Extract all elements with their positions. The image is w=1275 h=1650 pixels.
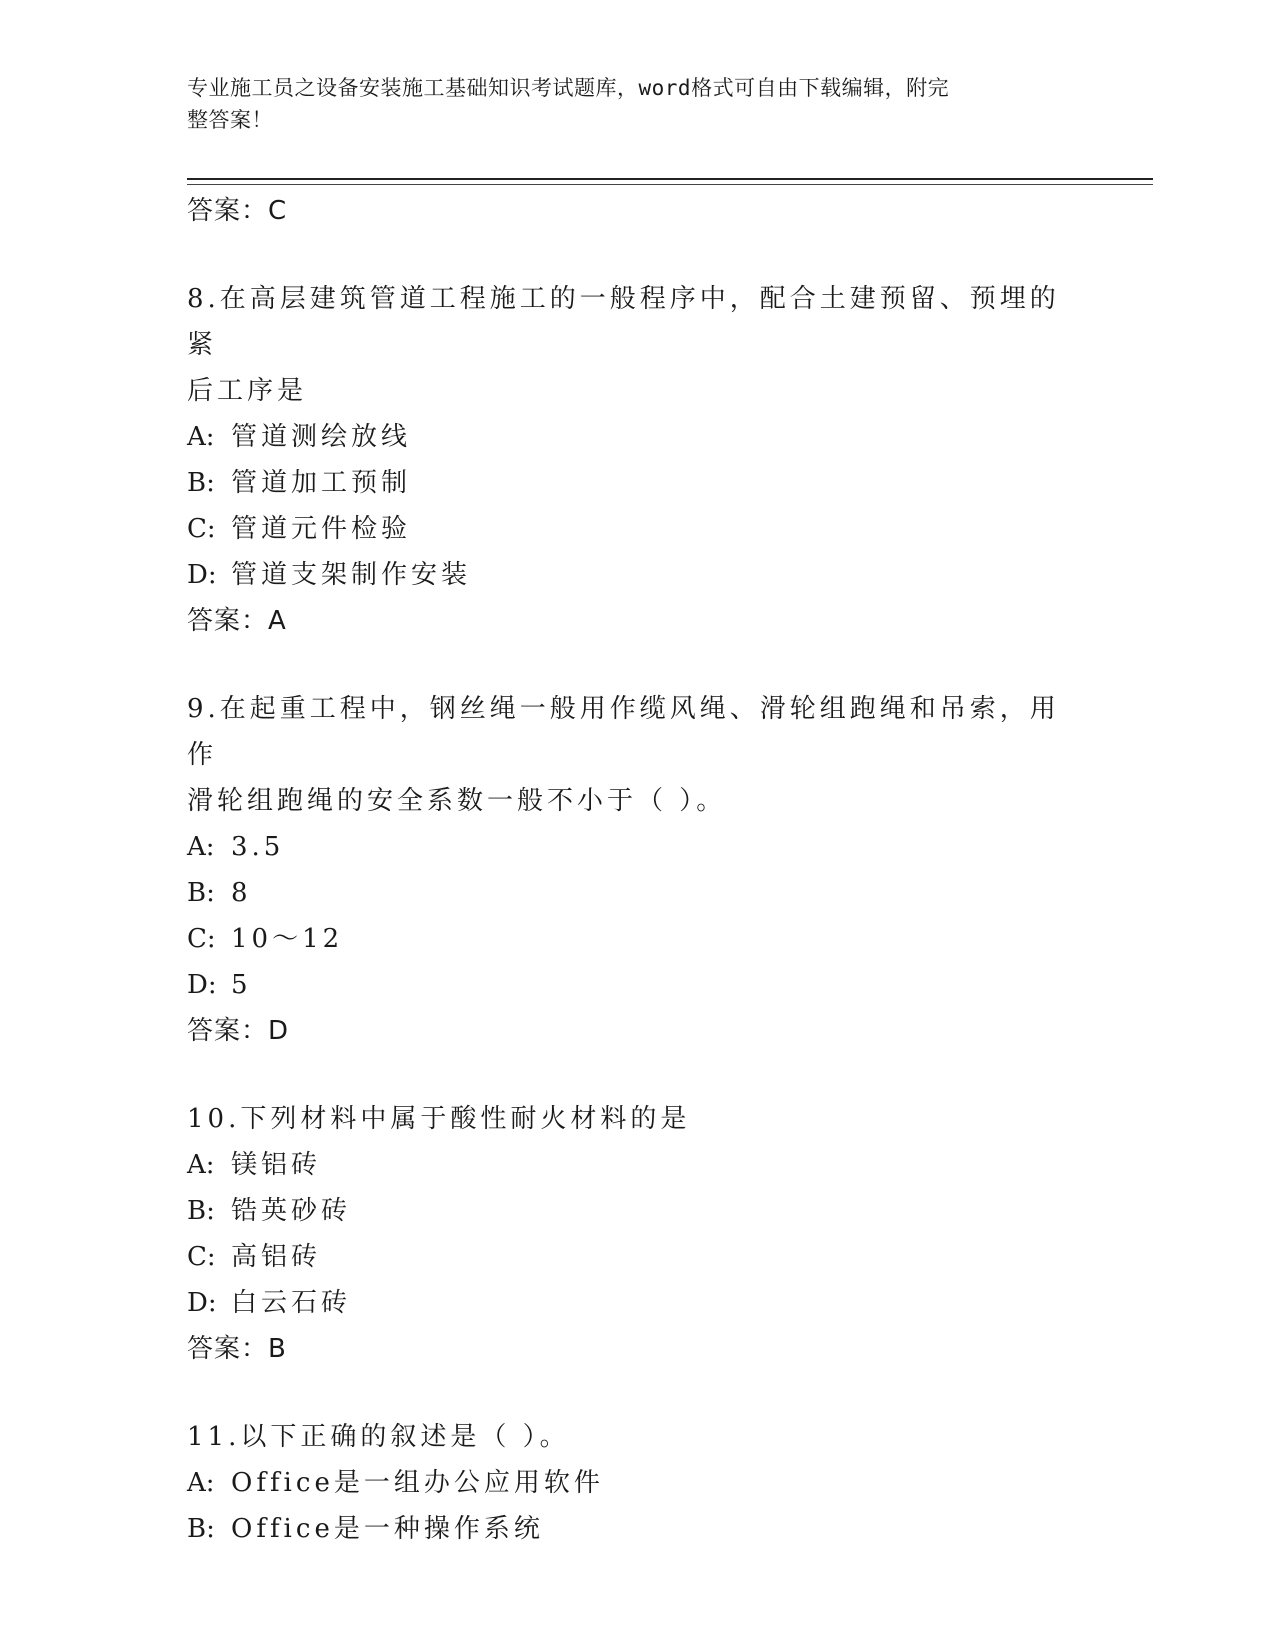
option-key: D: (187, 1288, 217, 1318)
option-a (187, 1460, 1067, 1506)
option-key: C: (187, 514, 216, 544)
option-c (187, 916, 1067, 962)
question-8 (187, 276, 1067, 644)
question-11 (187, 1414, 1067, 1552)
option-d (187, 962, 1067, 1008)
header-rule-thick (187, 178, 1153, 180)
option-text: 管道测绘放线 (231, 422, 412, 452)
option-key: B: (187, 468, 215, 498)
header-rule-thin (187, 184, 1153, 185)
option-a (187, 824, 1067, 870)
option-b (187, 1506, 1067, 1552)
option-d (187, 552, 1067, 598)
option-text: 管道元件检验 (231, 514, 412, 544)
option-key: B: (187, 1196, 215, 1226)
option-b (187, 460, 1067, 506)
option-key: A: (187, 1468, 215, 1498)
question-10 (187, 1096, 1067, 1372)
option-text: 8 (231, 878, 252, 908)
option-key: D: (187, 560, 217, 590)
option-key: A: (187, 832, 215, 862)
question-text-cont: 滑轮组跑绳的安全系数一般不小于（ ）。 (187, 786, 727, 816)
option-b (187, 1188, 1067, 1234)
question-text: 8.在高层建筑管道工程施工的一般程序中，配合土建预留、预埋的紧 (187, 284, 1060, 360)
question-text-cont: 后工序是 (187, 376, 308, 406)
option-c (187, 506, 1067, 552)
option-key: C: (187, 924, 216, 954)
option-key: B: (187, 1514, 215, 1544)
question-text: 9.在起重工程中，钢丝绳一般用作缆风绳、滑轮组跑绳和吊索，用作 (187, 694, 1060, 770)
document-header (187, 72, 1067, 136)
question-9 (187, 686, 1067, 1054)
question-text: 10.下列材料中属于酸性耐火材料的是 (187, 1104, 691, 1134)
document-body (187, 188, 1067, 1552)
option-text: 高铝砖 (231, 1242, 322, 1272)
option-text: 5 (231, 970, 252, 1000)
answer-prev: 答案：C (187, 196, 288, 226)
option-a (187, 1142, 1067, 1188)
option-text: 镁铝砖 (231, 1150, 322, 1180)
option-key: D: (187, 970, 217, 1000)
option-text: 3.5 (231, 832, 285, 862)
answer: 答案：B (187, 1334, 287, 1364)
option-text: 管道支架制作安装 (231, 560, 472, 590)
option-text: Office是一种操作系统 (231, 1514, 544, 1544)
header-line-2: 整答案！ (187, 108, 273, 132)
option-key: A: (187, 422, 215, 452)
answer: 答案：D (187, 1016, 290, 1046)
answer: 答案：A (187, 606, 287, 636)
option-key: B: (187, 878, 215, 908)
question-text: 11.以下正确的叙述是（ ）。 (187, 1422, 570, 1452)
option-text: 锆英砂砖 (231, 1196, 352, 1226)
option-a (187, 414, 1067, 460)
header-line-1: 专业施工员之设备安装施工基础知识考试题库，word格式可自由下载编辑，附完 (187, 76, 950, 100)
option-key: A: (187, 1150, 215, 1180)
option-text: 10～12 (231, 924, 344, 954)
option-c (187, 1234, 1067, 1280)
option-text: 白云石砖 (231, 1288, 352, 1318)
option-b (187, 870, 1067, 916)
option-key: C: (187, 1242, 216, 1272)
option-text: Office是一组办公应用软件 (231, 1468, 604, 1498)
option-d (187, 1280, 1067, 1326)
option-text: 管道加工预制 (231, 468, 412, 498)
